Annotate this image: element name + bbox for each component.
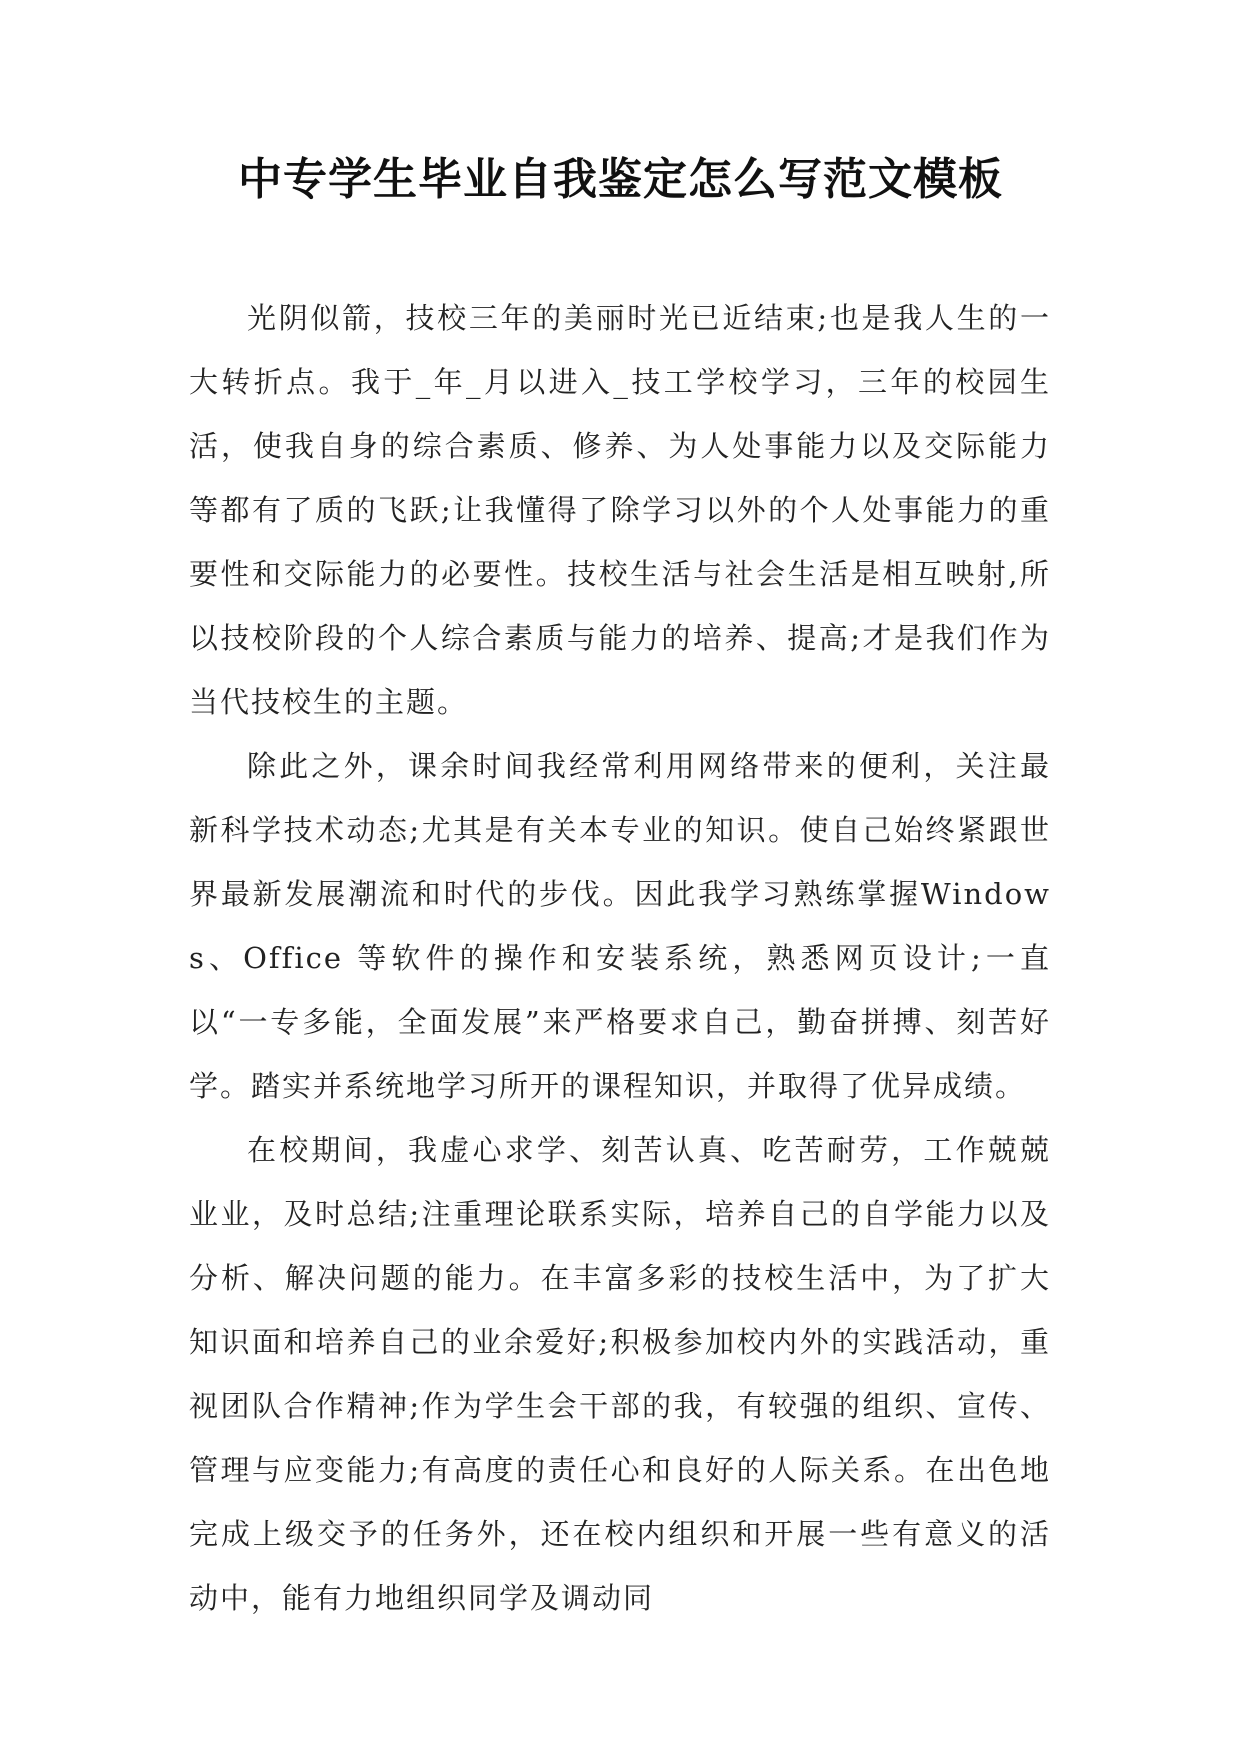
paragraph-2: 除此之外，课余时间我经常利用网络带来的便利，关注最新科学技术动态;尤其是有关本专业的知识。使自己始终紧跟世界最新发展潮流和时代的步伐。因此我学习熟练掌握Windows、Office 等软件的操作和安装系统，熟悉网页设计;一直以“一专多能，全面发展”来严格要求自己，勤奋拼搏、刻苦好学。踏实并系统地学习所开的课程知识，并取得了优异成绩。 [189, 749, 1051, 1103]
document-title: 中专学生毕业自我鉴定怎么写范文模板 [238, 154, 1003, 205]
paragraph-3: 在校期间，我虚心求学、刻苦认真、吃苦耐劳，工作兢兢业业，及时总结;注重理论联系实际，培养自己的自学能力以及分析、解决问题的能力。在丰富多彩的技校生活中，为了扩大知识面和培养自己的业余爱好;积极参加校内外的实践活动，重视团队合作精神;作为学生会干部的我，有较强的组织、宣传、管理与应变能力;有高度的责任心和良好的人际关系。在出色地完成上级交予的任务外，还在校内组织和开展一些有意义的活动中，能有力地组织同学及调动同 [189, 1133, 1051, 1615]
document-body [189, 286, 1051, 1630]
paragraph-1: 光阴似箭，技校三年的美丽时光已近结束;也是我人生的一大转折点。我于_年_月以进入_技工学校学习，三年的校园生活，使我自身的综合素质、修养、为人处事能力以及交际能力等都有了质的飞跃;让我懂得了除学习以外的个人处事能力的重要性和交际能力的必要性。技校生活与社会生活是相互映射,所以技校阶段的个人综合素质与能力的培养、提高;才是我们作为当代技校生的主题。 [189, 301, 1051, 719]
